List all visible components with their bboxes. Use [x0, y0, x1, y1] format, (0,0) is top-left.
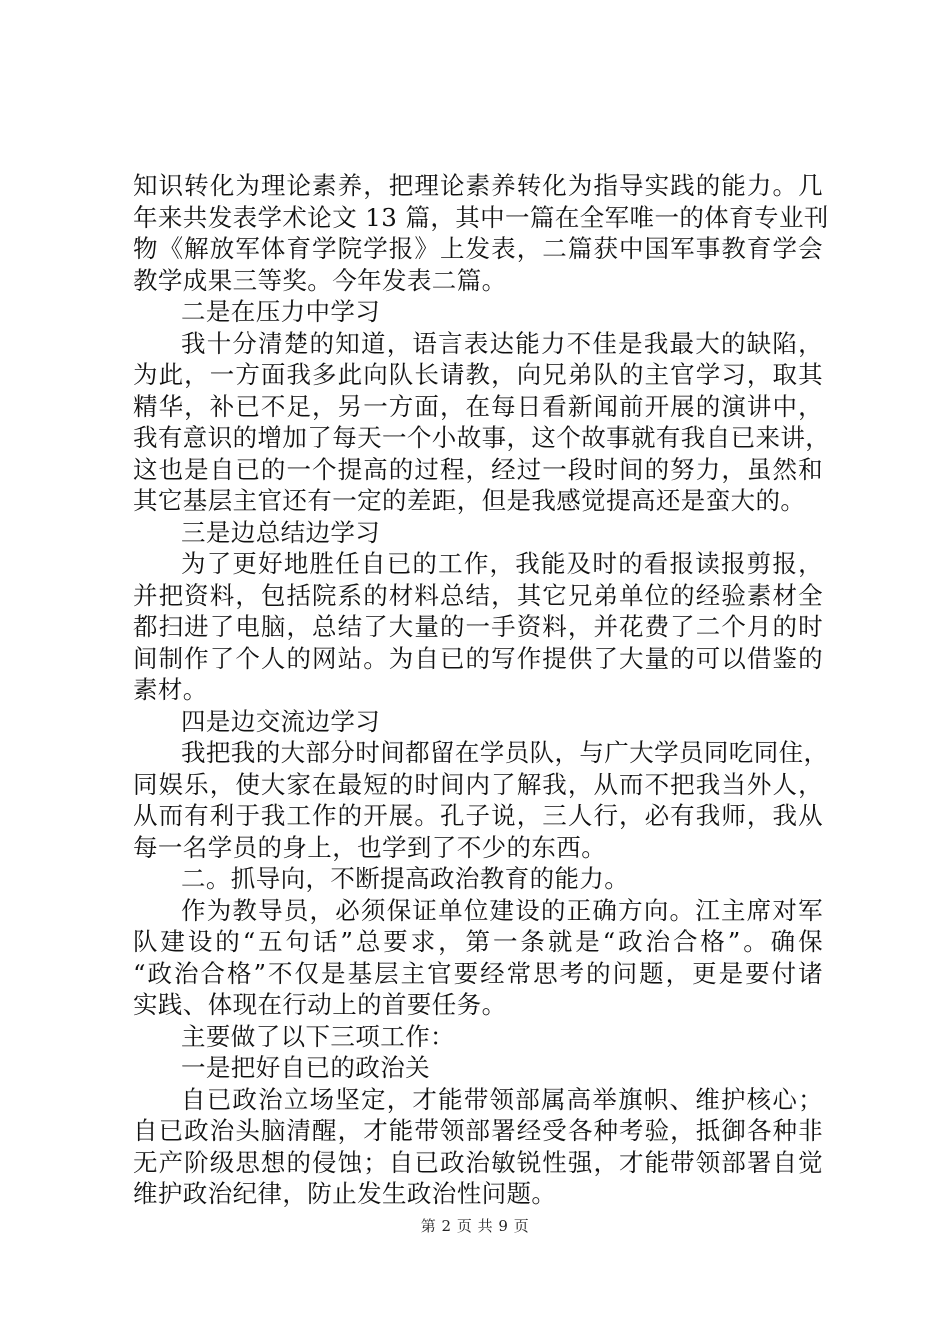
- text-line: 四是边交流边学习: [181, 706, 381, 736]
- text-line: 二是在压力中学习: [181, 297, 381, 326]
- text-line: 自已政治立场坚定，才能带领部属高举旗帜、维护核心；: [181, 1084, 823, 1114]
- page-footer: 第 2 页 共 9 页: [420, 1217, 530, 1235]
- text-line: 为此，一方面我多此向队长请教，向兄弟队的主官学习，取其: [133, 360, 823, 389]
- text-line: 我十分清楚的知道，语言表达能力不佳是我最大的缺陷，: [181, 328, 823, 358]
- text-line: 主要做了以下三项工作：: [181, 1021, 455, 1051]
- text-line: 间制作了个人的网站。为自已的写作提供了大量的可以借鉴的: [133, 643, 823, 673]
- text-line: 这也是自已的一个提高的过程，经过一段时间的努力，虽然和: [133, 454, 823, 484]
- text-line: 从而有利于我工作的开展。孔子说，三人行，必有我师，我从: [133, 801, 823, 830]
- text-line: 无产阶级思想的侵蚀；自已政治敏锐性强，才能带领部署自觉: [133, 1147, 823, 1177]
- text-line: 精华，补已不足，另一方面，在每日看新闻前开展的演讲中，: [133, 391, 823, 421]
- text-line: 三是边总结边学习: [181, 517, 381, 547]
- text-line: 教学成果三等奖。今年发表二篇。: [133, 265, 507, 295]
- text-line: 为了更好地胜任自已的工作，我能及时的看报读报剪报，: [181, 549, 823, 578]
- text-line: 每一名学员的身上，也学到了不少的东西。: [133, 832, 607, 862]
- text-line: 物《解放军体育学院学报》上发表，二篇获中国军事教育学会: [133, 234, 823, 263]
- text-line: 我有意识的增加了每天一个小故事，这个故事就有我自已来讲，: [133, 423, 831, 452]
- text-line: 维护政治纪律，防止发生政治性问题。: [133, 1179, 557, 1208]
- text-line: 都扫进了电脑，总结了大量的一手资料，并花费了二个月的时: [133, 612, 823, 641]
- text-line: 我把我的大部分时间都留在学员队，与广大学员同吃同住，: [181, 738, 829, 767]
- text-line: 自已政治头脑清醒，才能带领部署经受各种考验，抵御各种非: [133, 1116, 823, 1145]
- text-line: 队建设的“五句话”总要求，第一条就是“政治合格”。确保: [133, 927, 823, 956]
- document-body: [133, 170, 831, 1210]
- text-line: 作为教导员，必须保证单位建设的正确方向。江主席对军: [181, 895, 823, 925]
- text-line: 知识转化为理论素养，把理论素养转化为指导实践的能力。几: [133, 171, 823, 200]
- text-line: 同娱乐，使大家在最短的时间内了解我，从而不把我当外人，: [133, 769, 823, 799]
- text-line: 实践、体现在行动上的首要任务。: [133, 990, 507, 1019]
- text-line: 素材。: [133, 675, 208, 704]
- text-line: 二。抓导向，不断提高政治教育的能力。: [181, 864, 630, 893]
- text-line: 其它基层主官还有一定的差距，但是我感觉提高还是蛮大的。: [133, 486, 806, 515]
- text-line: 一是把好自已的政治关: [181, 1053, 430, 1082]
- text-line: “政治合格”不仅是基层主官要经常思考的问题，更是要付诸: [133, 958, 823, 988]
- text-line: 并把资料，包括院系的材料总结，其它兄弟单位的经验素材全: [133, 580, 823, 610]
- text-line: 年来共发表学术论文 13 篇，其中一篇在全军唯一的体育专业刊: [133, 202, 829, 232]
